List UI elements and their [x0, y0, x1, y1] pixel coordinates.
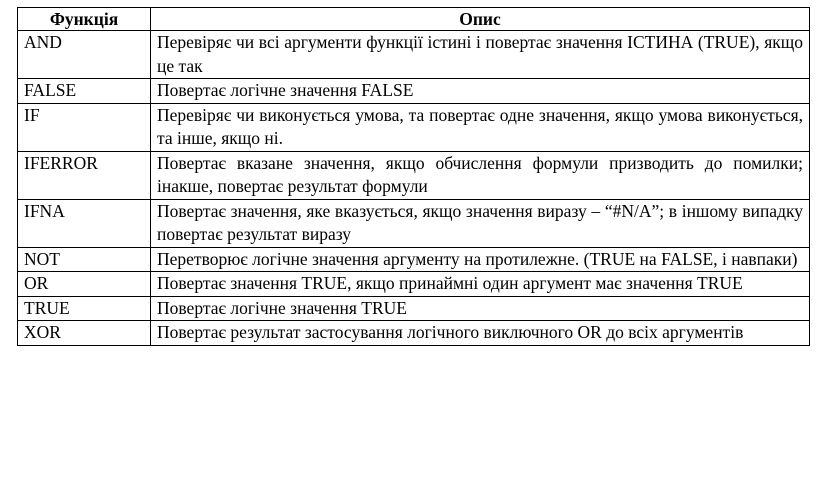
table-row — [18, 199, 810, 247]
table-row — [18, 79, 810, 104]
table-row — [18, 321, 810, 346]
table-row — [18, 31, 810, 79]
function-name: FALSE — [18, 79, 151, 104]
function-name: NOT — [18, 247, 151, 272]
function-name: OR — [18, 272, 151, 297]
function-name: AND — [18, 31, 151, 79]
function-name: TRUE — [18, 296, 151, 321]
table-header-row — [18, 8, 810, 31]
function-description: Повертає результат застосування логічного виключного OR до всіх аргументів — [151, 321, 810, 346]
function-description: Повертає логічне значення FALSE — [151, 79, 810, 104]
table-row — [18, 296, 810, 321]
table-row — [18, 103, 810, 151]
logical-functions-table — [17, 7, 810, 346]
function-description: Повертає значення, яке вказується, якщо значення виразу – “#N/A”; в іншому випадку повертає результат виразу — [151, 199, 810, 247]
function-description: Перетворює логічне значення аргументу на протилежне. (TRUE на FALSE, і навпаки) — [151, 247, 810, 272]
function-name: XOR — [18, 321, 151, 346]
function-description: Повертає логічне значення TRUE — [151, 296, 810, 321]
function-description: Перевіряє чи виконується умова, та повертає одне значення, якщо умова виконується, та інше, якщо ні. — [151, 103, 810, 151]
function-name: IFNA — [18, 199, 151, 247]
table-row — [18, 151, 810, 199]
header-function: Функція — [18, 8, 151, 31]
function-description: Повертає вказане значення, якщо обчислення формули призводить до помилки; інакше, повертає результат формули — [151, 151, 810, 199]
function-description: Перевіряє чи всі аргументи функції істині і повертає значення ІСТИНА (TRUE), якщо це так — [151, 31, 810, 79]
function-name: IF — [18, 103, 151, 151]
table-row — [18, 247, 810, 272]
header-description: Опис — [151, 8, 810, 31]
table-row — [18, 272, 810, 297]
function-name: IFERROR — [18, 151, 151, 199]
function-description: Повертає значення TRUE, якщо принаймні один аргумент має значення TRUE — [151, 272, 810, 297]
